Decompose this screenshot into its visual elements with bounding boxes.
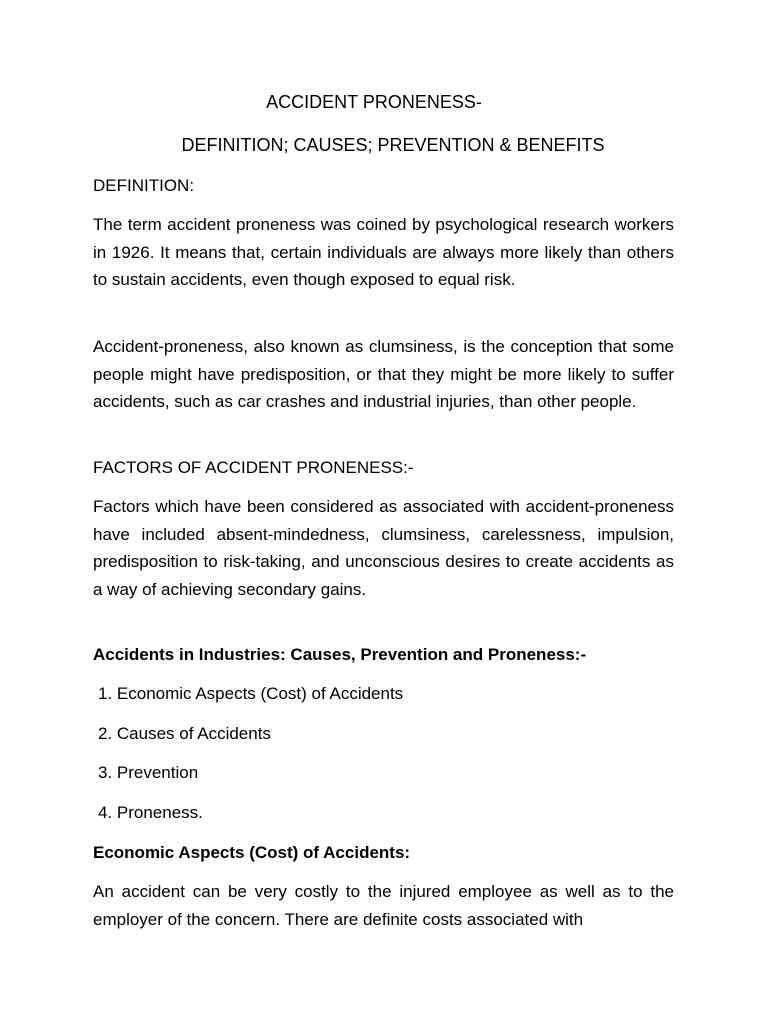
definition-paragraph-1: The term accident proneness was coined by psychological research workers in 1926. It means that, certain individuals are always more likely than others to sustain accidents, even though exposed to equal risk. [93,215,674,289]
list-item-prevention: 3. Prevention [98,763,199,782]
factors-paragraph: Factors which have been considered as associated with accident-proneness have included absent-mindedness, clumsiness, carelessness, impulsion, predisposition to risk-taking, and unconscious desires to create accidents as a way of achieving secondary gains. [93,497,674,599]
definition-heading: DEFINITION: [93,176,195,195]
industries-heading: Accidents in Industries: Causes, Prevention and Proneness:- [93,645,587,664]
factors-heading: FACTORS OF ACCIDENT PRONENESS:- [93,458,414,477]
list-item-causes: 2. Causes of Accidents [98,724,271,743]
economic-paragraph: An accident can be very costly to the injured employee as well as to the employer of the concern. There are definite costs associated with [93,882,674,929]
list-item-economic: 1. Economic Aspects (Cost) of Accidents [98,684,404,703]
economic-heading: Economic Aspects (Cost) of Accidents: [93,843,411,862]
list-item-proneness: 4. Proneness. [98,803,203,822]
document-title: ACCIDENT PRONENESS- [266,92,482,112]
document-subtitle: DEFINITION; CAUSES; PREVENTION & BENEFITS [181,135,605,155]
definition-paragraph-2: Accident-proneness, also known as clumsiness, is the conception that some people might have predisposition, or that they might be more likely to suffer accidents, such as car crashes and industrial injuries, than other people. [93,337,674,411]
